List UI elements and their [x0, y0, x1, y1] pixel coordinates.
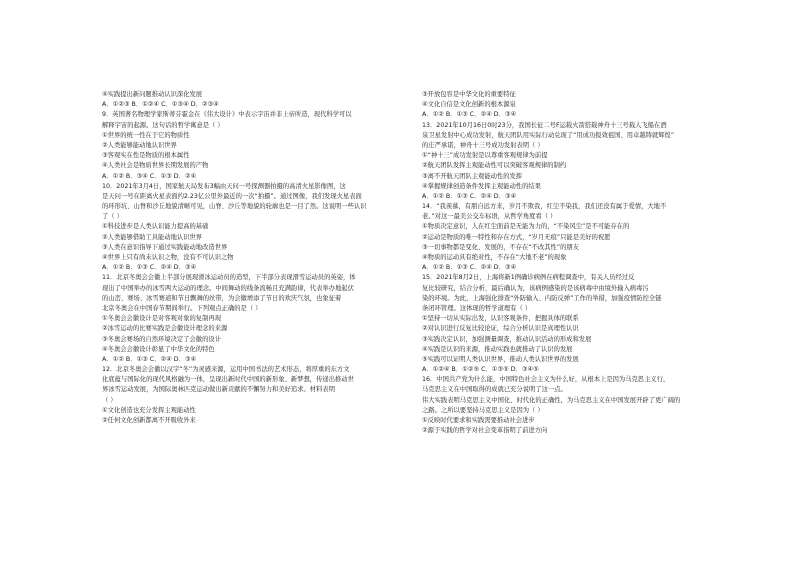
right-column-line: ②航天团队发挥主观能动性可以突破客观规律的制约: [422, 162, 567, 170]
left-column-line: ③人类在意识指导下通过实践能动地改造世界: [102, 243, 228, 251]
right-column-line: ①坚持一切从实际出发，认识客观条件，把握具体的联系: [422, 315, 579, 323]
right-column-line: 复比较研究，结合分析，最后确认为，该病例感染的是该病毒中由境外输入病毒污: [422, 284, 649, 292]
left-column-line: ①冬奥会会徽设计是对客观对象的复制再现: [102, 315, 221, 323]
right-column-line: ③实践决定认识，加强测量调查，推动认识活动的形成和发展: [422, 335, 592, 343]
right-column-line: ④掌握规律创造条件发挥主观能动性的结果: [422, 182, 541, 190]
right-column-line: ②运动是物质的唯一特性和存在方式，“岁月无痕”只能是美好的祝愿: [422, 233, 611, 241]
left-column-line: 是天问一号在距离火星表面约2.23亿公里外最近的一次“拍摄”。通过图像，我们发现火星表面: [102, 192, 362, 200]
left-column-line: 界冰雪运动发展，为国际奥林匹克运动做出新贡献的不懈努力和美好追求。材料表明: [102, 386, 335, 394]
right-column-line: ③一切事物都是变化、发展的，不存在“不改其性”的朋友: [422, 243, 579, 251]
right-column-line: 马克思主义在中国取得的成就已充分说明了这一点。: [422, 386, 567, 394]
right-column-line: 15．2021年8月2日，上海将新1例确诊病例在病程调查中，有关人员经过反: [422, 274, 635, 282]
left-column-line: 10．2021年3月4日，国家航天局发布3幅由天问一号探测器拍摄的高清火星影像图，这: [102, 182, 346, 190]
right-column-line: A．①② B．①③ C．②④ D．③④: [422, 264, 517, 272]
right-column-line: 泉卫星发射中心成功发射，航天团队用实际行动兑现了“用成功报效祖国、用卓越铸就辉煌”: [422, 131, 675, 139]
left-column-line: ②人类能够借助工具能动地认识世界: [102, 233, 203, 241]
left-column-line: A．①② B．①③ C．②④ D．③④: [102, 264, 197, 272]
left-column-line: 11．北京冬奥会会徽上半部分展现滑冰运动员的造型，下半部分表现滑雪运动员的英姿，体: [102, 274, 356, 282]
right-column-line: ①反映时代要求和实践需要推动社会进步: [422, 417, 535, 424]
left-column-line: A．①② B．③④ C．①③ D．②④: [102, 172, 197, 180]
left-column-line: 化底蕴与国际化的现代风格融为一体，呈现出新时代中国的新形象、新梦想，传递出推动世: [102, 376, 354, 384]
left-column-line: A．①②③ B．①②④ C．①③④ D．②③④: [102, 101, 219, 109]
left-column-line: 的环形坑、山脊和沙丘地貌清晰可见，山脊、沙丘等地貌的轮廓也是一目了然。这说明一些认识: [102, 203, 367, 211]
right-column-line: ②对认识进行反复比较论证，综合分析认识是真理性认识: [422, 325, 579, 333]
right-column-line: 老。”对这一最美公交车标语，从哲学角度看（ ）: [422, 213, 557, 221]
left-column-line: A．①② B．①③ C．②④ D．③④: [102, 355, 197, 363]
left-column: [102, 90, 384, 426]
left-column-line: 解释宇宙的起源。这句话的哲学寓意是（ ）: [102, 121, 224, 129]
left-column-line: 了（ ）: [102, 213, 123, 221]
right-column-line: ②源于实践的哲学对社会变革指明了前进方向: [422, 427, 548, 435]
right-column: [422, 90, 704, 436]
right-column-line: ⑤实践可以证明人类认识世界，推动人类认识世界的发展: [422, 355, 579, 363]
left-column-line: ①科技进步是人类认识能力提高的基础: [102, 223, 209, 231]
right-column-line: 伟大实践表明马克思主义中国化、时代化的正确性，为马克思主义在中国发展开辟了更广阔的: [422, 396, 681, 404]
left-column-line: 12．北京冬奥会会徽以汉字“冬”为灵感来源，运用中国书法的艺术形态，将厚重的东方文: [102, 366, 350, 374]
left-column-line: ④实践提出新问题推动认识深化发展: [102, 91, 203, 98]
right-column-line: 16．中国共产党为什么能，中国特色社会主义为什么好，从根本上是因为马克思主义行，: [422, 376, 670, 384]
left-column-line: 北京冬奥会在中国春节期间举行。下列观点正确的是（ ）: [102, 304, 262, 312]
right-column-line: 之路。之所以要坚持马克思主义是因为（ ）: [422, 406, 544, 414]
right-column-line: 染的环境。为此，上海强化排查“外防输入、内防反弹”工作的举措，加强疫情防控全链: [422, 294, 662, 302]
right-column-line: ①“神十三”成功发射是以尊重客观规律为前提: [422, 152, 548, 160]
left-column-line: ③客观实在性是物质的根本属性: [102, 152, 190, 160]
right-column-line: 13．2021年10月16日0时23分，我国长征二号F运载火箭搭载神舟十三号载人飞船在酒: [422, 121, 667, 129]
left-column-line: 9．英国著名物理学家斯蒂芬霍金在《伟大设计》中表示宇宙并非上帝所造，现代科学可以: [102, 111, 352, 119]
right-column-line: ①物质决定意识，人在红尘面前是无能为力的，“不染风尘”是不可能存在的: [422, 223, 630, 231]
right-column-line: 14．“我羡慕，有朋自远方来，岁月不欺我，红尘不染我，我们还没有属于爱情，大地不: [422, 203, 667, 211]
left-column-line: （ ）: [102, 396, 117, 404]
left-column-line: ③冬奥会赛场的自然环境决定了会徽的设计: [102, 335, 221, 343]
right-column-line: A．①② B．①③ C．②④ D．③④: [422, 192, 517, 200]
right-column-line: ④实践是认识的来源，推动实践也就推动了认识的发展: [422, 345, 573, 353]
left-column-line: 的山峦、赛场、冰雪赛道和节日飘舞的丝带，为会徽增添了节日的欢庆气氛，也象征着: [102, 294, 342, 302]
right-column-line: ③开放包容是中华文化的重要特征: [422, 91, 516, 98]
left-column-line: 现出了中国举办的冰雪两大运动的理念。中间舞动的线条流畅且充满韵律，代表举办地起伏: [102, 284, 354, 292]
left-column-line: ①世界的统一性在于它的物质性: [102, 131, 190, 139]
left-column-line: ②任何文化创新都离不开吸收外来: [102, 417, 196, 424]
left-column-line: ②冰雪运动的比赛实践是会徽设计理念的来源: [102, 325, 228, 333]
right-column-line: A．①② B．①③ C．②④ D．③④: [422, 111, 517, 119]
left-column-line: ①文化创造也充分发挥主观能动性: [102, 406, 196, 414]
right-column-line: ③离不开航天团队主观能动性的发挥: [422, 172, 523, 180]
right-column-line: ④文化自信是文化创新的根本源泉: [422, 101, 516, 109]
left-column-line: ④冬奥会会徽设计彰显了中华文化的特色: [102, 345, 215, 353]
right-column-line: 条闭环管理。这体现的哲学道理有（ ）: [422, 304, 532, 312]
right-column-line: 的庄严承诺，神舟十三号成功发射表明（ ）: [422, 141, 544, 149]
left-column-line: ②人类能够能动地认识世界: [102, 141, 177, 149]
right-column-line: ④物质的运动具有绝对性，不存在“大地不老”的现象: [422, 254, 567, 261]
left-column-line: ④世界上只有尚未认识之物，没有不可认识之物: [102, 254, 234, 261]
left-column-line: ④人类社会是物质世界长期发展的产物: [102, 162, 209, 170]
right-column-line: A．①②④ B．①②⑤ C．①③⑤ D．③④⑤: [422, 366, 539, 374]
